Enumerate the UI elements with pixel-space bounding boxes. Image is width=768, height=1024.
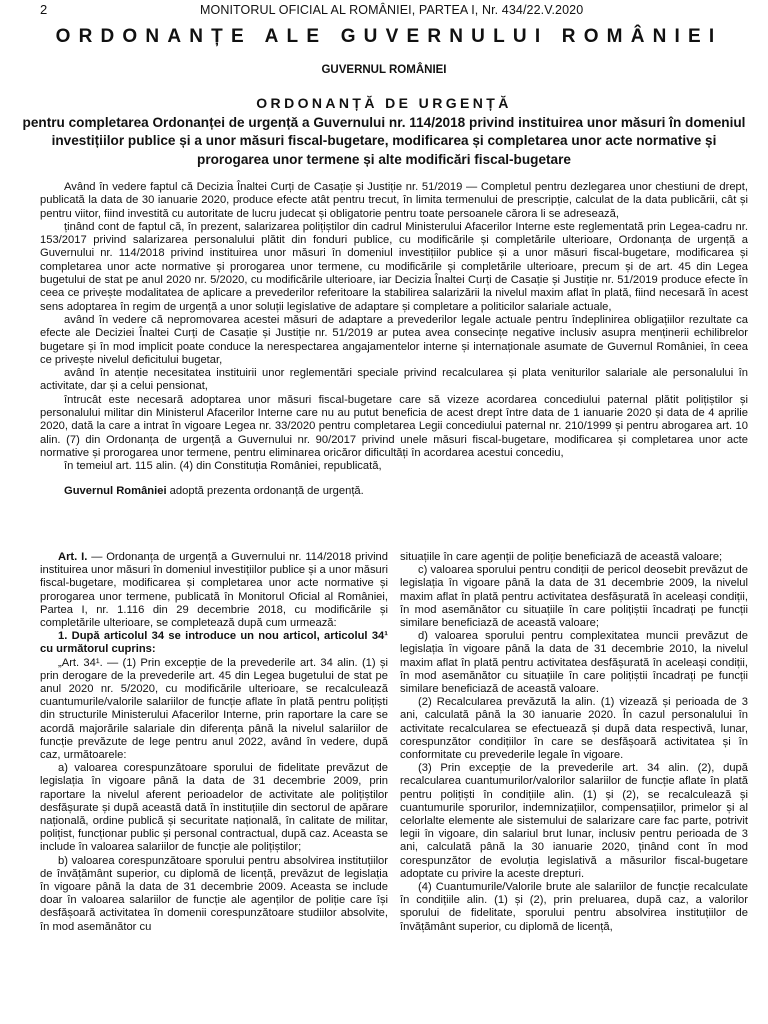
preamble xyxy=(40,181,748,498)
article-intro xyxy=(40,551,388,630)
running-header xyxy=(0,2,768,20)
article-intro-text: — Ordonanța de urgență a Guvernului nr. 114/2018 privind instituirea unor măsuri în domeniul investițiilor publice și a unor măsuri fiscal-bugetare, modificarea și completarea unor acte normative și prorogarea unor termene, publicată în Monitorul Oficial al României, Partea I, nr. 1.116 din 29 decembrie 2018, cu modificările și completările ulterioare, se completează după cum urmează: xyxy=(40,551,389,630)
point-heading: 1. După articolul 34 se introduce un nou articol, articolul 34¹ cu următorul cuprins: xyxy=(40,630,388,656)
article-paragraph: d) valoarea sporului pentru complexitatea muncii prevăzut de legislația în vigoare până la data de 31 decembrie 2010, la nivelul maxim aflat în plată pentru activitatea desfășurată în aceleași condiții, în mod asemănător cu situațiile în care polițiștii încadrați pe funcții similare beneficiază de această valoare. xyxy=(400,630,748,696)
article-paragraph: (3) Prin excepție de la prevederile art. 34 alin. (2), după recalcularea cuantumurilor/valorilor salariilor de funcție aflate în plată pentru polițiști în condițiile alin. (1) și (2), se recalculează și cuantumurile sporurilor, indemnizațiilor, compensațiilor, primelor și al celorlalte elemente ale sistemului de salarizare care fac parte, potrivit legii în vigoare, din salariul brut lunar, inclusiv pentru perioada de 3 ani, calculată până la 30 ianuarie 2020, ținând cont în mod corespunzător de evoluția legislativă a măsurilor fiscal-bugetare adoptate cu privire la aceste drepturi. xyxy=(400,762,748,880)
preamble-paragraph: întrucât este necesară adoptarea unor măsuri fiscal-bugetare care să vizeze acordarea concediului paternal plătit polițiștilor și personalului militar din Ministerul Afacerilor Interne care nu au putut beneficia de acest drept între data de 1 ianuarie 2020 și data de 4 aprilie 2020, dată la care a intrat în vigoare Legea nr. 33/2020 pentru completarea Legii concediului paternal nr. 210/1999 și pentru abrogarea art. 10 alin. (7) din Ordonanța de urgență a Guvernului nr. 90/2017 privind unele măsuri fiscal-bugetare, modificarea și completarea unor acte normative și prorogarea unor termene, pentru eliminarea oricăror dificultăți în acordarea acestui concediu, xyxy=(40,393,748,459)
legal-basis: în temeiul art. 115 alin. (4) din Constituția României, republicată, xyxy=(64,460,382,473)
journal-reference: MONITORUL OFICIAL AL ROMÂNIEI, PARTEA I, Nr. 434/22.V.2020 xyxy=(200,3,584,17)
article-paragraph: situațiile în care agenții de poliție beneficiază de această valoare; xyxy=(400,551,723,563)
article-paragraph: (2) Recalcularea prevăzută la alin. (1) vizează și perioada de 3 ani, calculată până la 30 ianuarie 2020. În cazul personalului în activitate recalcularea se efectuează și după data respectivă, lunar, corespunzător condițiilor în care se desfășoară activitatea și în conformitate cu prevederile legale în vigoare. xyxy=(400,696,748,762)
article-paragraph: a) valoarea corespunzătoare sporului de fidelitate prevăzut de legislația în vigoare până la data de 31 decembrie 2009, prin raportare la nivelul aferent perioadelor de activitate ale polițiștilor desfășurate și după această dată în instituțiile din sectorul de apărare națională, ordine publică și securitate națională, în calitate de militar, polițist, funcționar public și personal contractual, după caz. Aceasta se include în valoarea salariilor de funcție ale polițiștilor; xyxy=(40,762,388,854)
adoption-statement xyxy=(40,485,748,498)
preamble-paragraph: Având în vedere faptul că Decizia Înaltei Curți de Casație și Justiție nr. 51/2019 — Completul pentru dezlegarea unor chestiuni de drept, publicată la data de 30 ianuarie 2020, produce efecte atât pentru trecut, în limita termenului de prescripție, calculat de la data publicării, cât și pentru viitor, fiind investită cu autoritate de lucru judecat și obligatorie pentru toate persoanele cărora li se adresează, xyxy=(40,181,748,220)
article-paragraph: c) valoarea sporului pentru condiții de pericol deosebit prevăzut de legislația în vigoare până la data de 31 decembrie 2009, la nivelul maxim aflat în plată pentru activitatea desfășurată în aceleași condiții, în mod asemănător cu situațiile în care polițiștii încadrați pe funcții similare beneficiază de această valoare; xyxy=(400,564,748,630)
page-number: 2 xyxy=(40,2,48,17)
adoption-rest: adoptă prezenta ordonanță de urgență. xyxy=(166,484,364,497)
article-body xyxy=(40,551,748,934)
right-column xyxy=(400,551,748,934)
preamble-paragraph: ținând cont de faptul că, în prezent, salarizarea polițiștilor din cadrul Ministerului Afacerilor Interne este reglementată prin Legea-cadru nr. 153/2017 privind salarizarea personalului plătit din fonduri publice, cu modificările și completările ulterioare, Ordonanța de urgență a Guvernului nr. 114/2018 privind instituirea unor măsuri în domeniul investițiilor publice și a unor măsuri fiscal-bugetare, modificarea și completarea unor acte normative și prorogarea unor termene, cu modificările și completările ulterioare, precum și de art. 45 din Legea bugetului de stat pe anul 2020 nr. 5/2020, cu modificările ulterioare, iar Decizia Înaltei Curți de Casație și Justiție nr. 51/2019 produce efecte în ceea ce privește modalitatea de aplicare a prevederilor referitoare la stabilirea salarizării la nivelul maxim aflat în plată, fiind necesară în acest sens adoptarea în regim de urgență a unor soluții legislative de adaptare și completare a politicilor salariale actuale, xyxy=(40,220,748,313)
left-column xyxy=(40,551,388,934)
preamble-paragraph: având în atenție necesitatea instituirii unor reglementări speciale privind recalcularea și plata veniturilor salariale ale personalului în activitate, dar și a celui pensionat, xyxy=(40,367,748,393)
article-paragraph: (4) Cuantumurile/Valorile brute ale salariilor de funcție recalculate în condițiile alin. (1) și (2), prin preluarea, după caz, a valorilor sporului de fidelitate, sporului pentru absolvirea instituțiilor de învățământ superior, cu diplomă de licență, xyxy=(400,881,748,933)
section-title: ORDONANȚE ALE GUVERNULUI ROMÂNIEI xyxy=(55,26,723,47)
adoption-government: Guvernul României xyxy=(64,484,167,497)
article-paragraph: „Art. 34¹. — (1) Prin excepție de la prevederile art. 34 alin. (1) și prin derogare de la prevederile art. 45 din Legea bugetului de stat pe anul 2020 nr. 5/2020, cu modificările ulterioare, se recalculează cuantumurile/valorile salariilor de funcție aflate în plată pentru polițiști din structurile Ministerului Afacerilor Interne, prin raportare la care se acordă majorările salariale din diferența până la nivelul salariilor de funcție prevăzute de lege pentru anul 2022, având în vedere, după caz, următoarele: xyxy=(40,656,388,762)
issuer-name: GUVERNUL ROMÂNIEI xyxy=(321,64,447,76)
document-type: ORDONANȚĂ DE URGENȚĂ xyxy=(256,95,512,111)
article-label: Art. I. xyxy=(58,551,88,563)
document-subject: pentru completarea Ordonanței de urgență a Guvernului nr. 114/2018 privind instituirea unor măsuri în domeniul investițiilor publice și a unor măsuri fiscal-bugetare, modificarea și completarea unor acte normative și prorogarea unor termene și alte modificări fiscal-bugetare xyxy=(22,115,746,167)
preamble-paragraph: având în vedere că nepromovarea acestei măsuri de adaptare a prevederilor legale actuale pentru îndeplinirea obligațiilor rezultate ca efecte ale Deciziei Înaltei Curți de Casație și Justiție nr. 51/2019 ar putea avea consecințe negative inclusiv asupra menținerii echilibrelor bugetare și în mod implicit poate conduce la nerespectarea angajamentelor interne și internaționale asumate de Guvernul României, în ceea ce privește nivelul deficitului bugetar, xyxy=(40,313,748,366)
article-paragraph: b) valoarea corespunzătoare sporului pentru absolvirea instituțiilor de învățământ superior, cu diplomă de licență, prevăzut de legislația în vigoare până la data de 31 decembrie 2009. Aceasta se include doar în valoarea salariilor de funcție ale agenților de poliție care își desfășoară activitatea în domenii corespunzătoare studiilor absolvite, în mod asemănător cu xyxy=(40,854,388,933)
